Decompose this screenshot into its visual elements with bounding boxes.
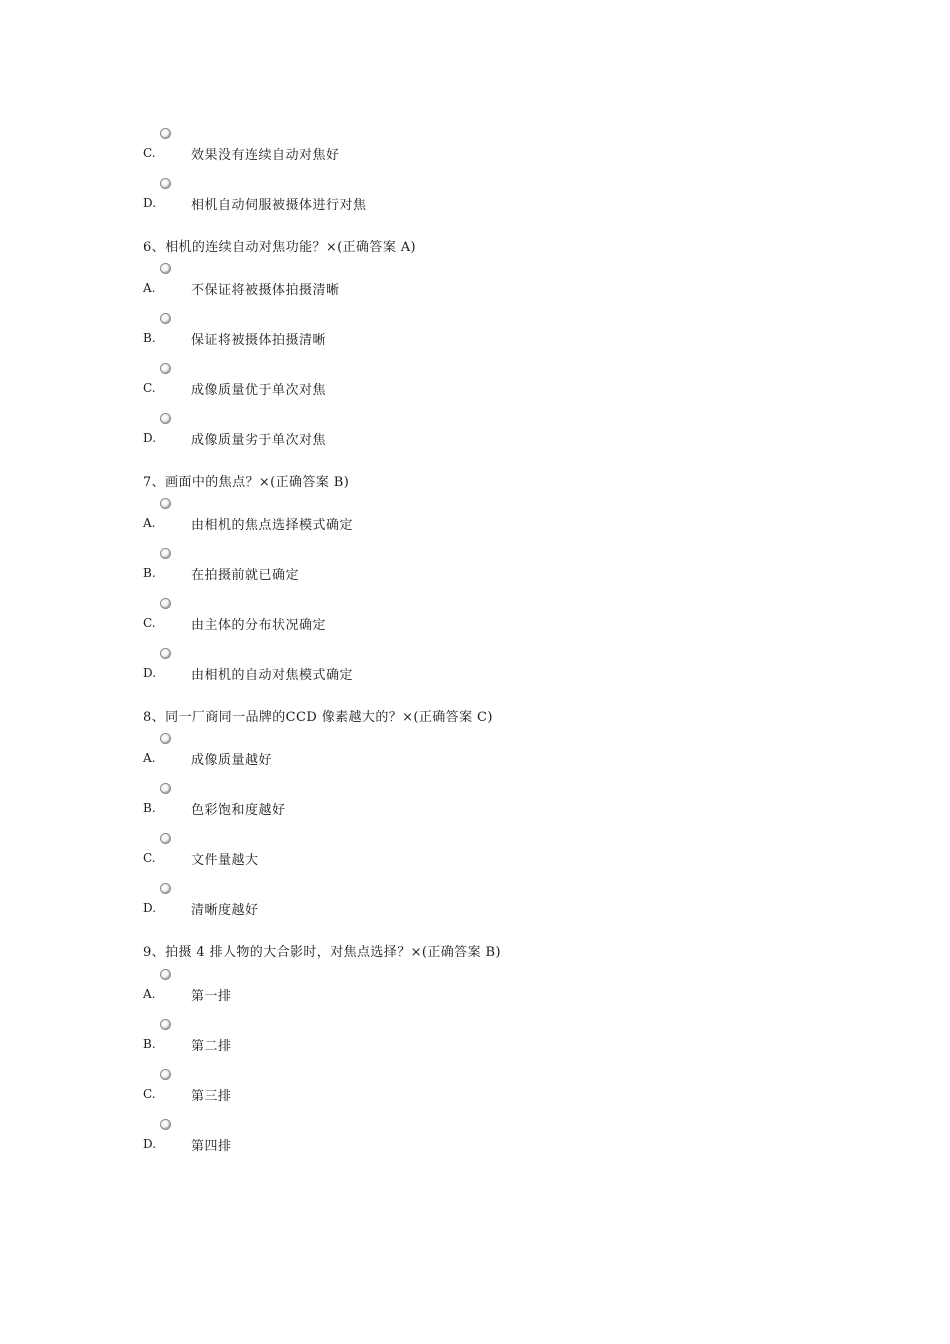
option-text: 色彩饱和度越好 [191,803,286,818]
radio-button-icon[interactable] [160,733,171,744]
radio-button-icon[interactable] [160,1119,171,1130]
radio-button-icon[interactable] [160,783,171,794]
option-letter: B. [143,331,156,345]
question-8-title: 8、同一厂商同一品牌的CCD 像素越大的？×(正确答案 C) [143,710,493,725]
question-6-option-a[interactable] [143,263,843,303]
question-8-option-c[interactable] [143,833,843,873]
question-7-option-d[interactable] [143,648,843,688]
option-letter: A. [143,987,156,1001]
option-text: 相机自动伺服被摄体进行对焦 [191,198,367,213]
option-text: 文件量越大 [191,853,259,868]
option-text: 第一排 [191,989,232,1004]
option-letter: C. [143,1087,156,1101]
option-text: 成像质量优于单次对焦 [191,383,327,398]
question-6-option-d[interactable] [143,413,843,453]
question-8-option-b[interactable] [143,783,843,823]
radio-button-icon[interactable] [160,548,171,559]
option-text: 效果没有连续自动对焦好 [191,148,340,163]
option-letter: D. [143,196,157,210]
radio-button-icon[interactable] [160,498,171,509]
option-letter: A. [143,751,156,765]
question-9-option-d[interactable] [143,1119,843,1159]
option-text: 由相机的焦点选择模式确定 [191,518,354,533]
option-letter: A. [143,516,156,530]
option-letter: B. [143,1037,156,1051]
radio-button-icon[interactable] [160,363,171,374]
option-text: 保证将被摄体拍摄清晰 [191,333,327,348]
question-7-title: 7、画面中的焦点？×(正确答案 B) [143,475,350,490]
option-text: 第二排 [191,1039,232,1054]
radio-button-icon[interactable] [160,313,171,324]
question-6-option-b[interactable] [143,313,843,353]
option-letter: A. [143,281,156,295]
radio-button-icon[interactable] [160,883,171,894]
option-letter: D. [143,666,157,680]
option-text: 由相机的自动对焦模式确定 [191,668,354,683]
question-7-option-c[interactable] [143,598,843,638]
option-letter: C. [143,851,156,865]
option-text: 由主体的分布状况确定 [191,618,327,633]
radio-button-icon[interactable] [160,128,171,139]
option-top-c[interactable] [143,128,843,168]
question-7-option-a[interactable] [143,498,843,538]
radio-button-icon[interactable] [160,1019,171,1030]
option-text: 第三排 [191,1089,232,1104]
question-7-option-b[interactable] [143,548,843,588]
question-6-title: 6、相机的连续自动对焦功能？×(正确答案 A) [143,240,417,255]
option-letter: C. [143,616,156,630]
question-6-option-c[interactable] [143,363,843,403]
question-9-option-b[interactable] [143,1019,843,1059]
option-letter: D. [143,431,157,445]
option-letter: B. [143,801,156,815]
question-9-title: 9、拍摄 4 排人物的大合影时，对焦点选择？×(正确答案 B) [143,945,501,960]
option-letter: B. [143,566,156,580]
radio-button-icon[interactable] [160,598,171,609]
option-text: 成像质量劣于单次对焦 [191,433,327,448]
option-text: 在拍摄前就已确定 [191,568,300,583]
question-8-option-a[interactable] [143,733,843,773]
question-9-option-a[interactable] [143,969,843,1009]
option-top-d[interactable] [143,178,843,218]
radio-button-icon[interactable] [160,969,171,980]
option-text: 成像质量越好 [191,753,273,768]
option-letter: D. [143,1137,157,1151]
question-8-option-d[interactable] [143,883,843,923]
radio-button-icon[interactable] [160,1069,171,1080]
radio-button-icon[interactable] [160,833,171,844]
radio-button-icon[interactable] [160,413,171,424]
option-letter: D. [143,901,157,915]
option-text: 第四排 [191,1139,232,1154]
option-letter: C. [143,381,156,395]
radio-button-icon[interactable] [160,648,171,659]
question-9-option-c[interactable] [143,1069,843,1109]
option-text: 不保证将被摄体拍摄清晰 [191,283,340,298]
radio-button-icon[interactable] [160,178,171,189]
option-letter: C. [143,146,156,160]
option-text: 清晰度越好 [191,903,259,918]
radio-button-icon[interactable] [160,263,171,274]
